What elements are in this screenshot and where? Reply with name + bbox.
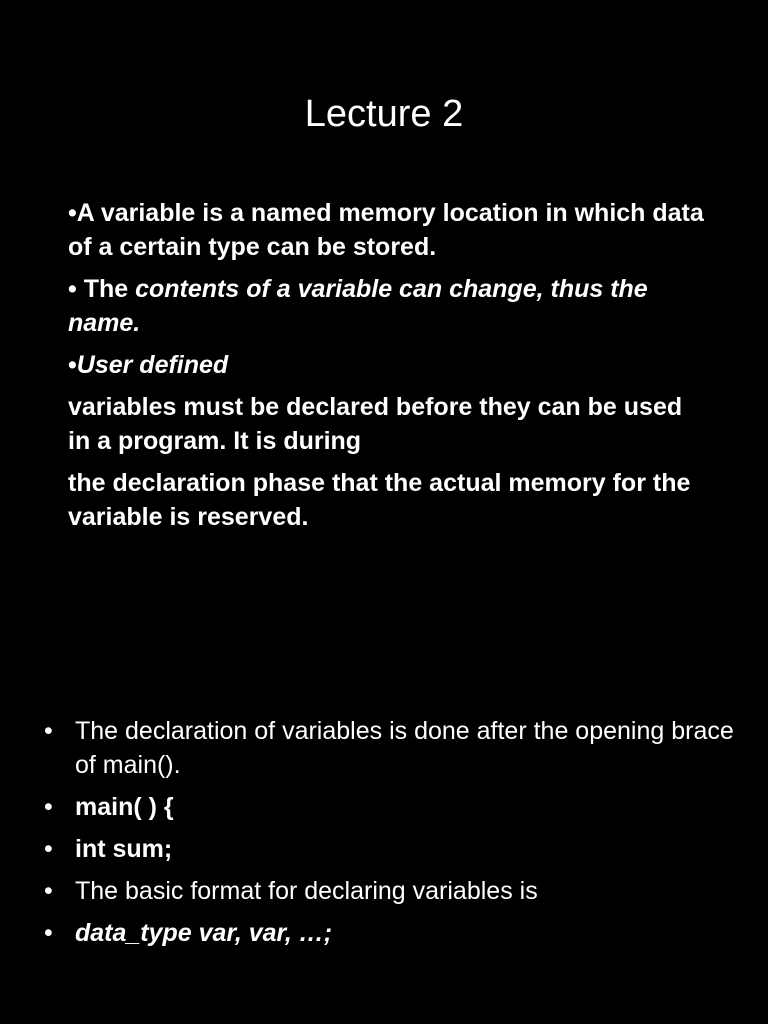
list-item-text: The declaration of variables is done after the opening brace of main(). — [75, 717, 734, 779]
list-item — [44, 916, 744, 950]
declaration-phase-paragraph: the declaration phase that the actual memory for the variable is reserved. — [68, 469, 691, 531]
bullet-icon: • — [44, 835, 53, 863]
slide-title: Lecture 2 — [304, 93, 464, 135]
declaration-requirement-paragraph: variables must be declared before they can be used in a program. It is during — [68, 393, 683, 455]
bullet-list — [44, 714, 744, 958]
list-item — [44, 714, 744, 782]
list-item-text: The basic format for declaring variables is — [75, 877, 538, 905]
list-item-text: data_type var, var, …; — [75, 919, 333, 947]
contents-paragraph: • The contents of a variable can change, thus the name. — [68, 275, 648, 337]
bullet-icon: • — [44, 793, 53, 821]
definition-paragraph: •A variable is a named memory location in which data of a certain type can be stored. — [68, 199, 704, 261]
list-item — [44, 874, 744, 908]
definition-block — [68, 196, 708, 542]
user-defined-paragraph: •User defined — [68, 351, 229, 379]
bullet-icon: • — [44, 919, 53, 947]
list-item — [44, 790, 744, 824]
list-item — [44, 832, 744, 866]
bullet-icon: • — [44, 717, 53, 745]
list-item-text: main( ) { — [75, 793, 174, 821]
bullet-icon: • — [44, 877, 53, 905]
list-item-text: int sum; — [75, 835, 173, 863]
